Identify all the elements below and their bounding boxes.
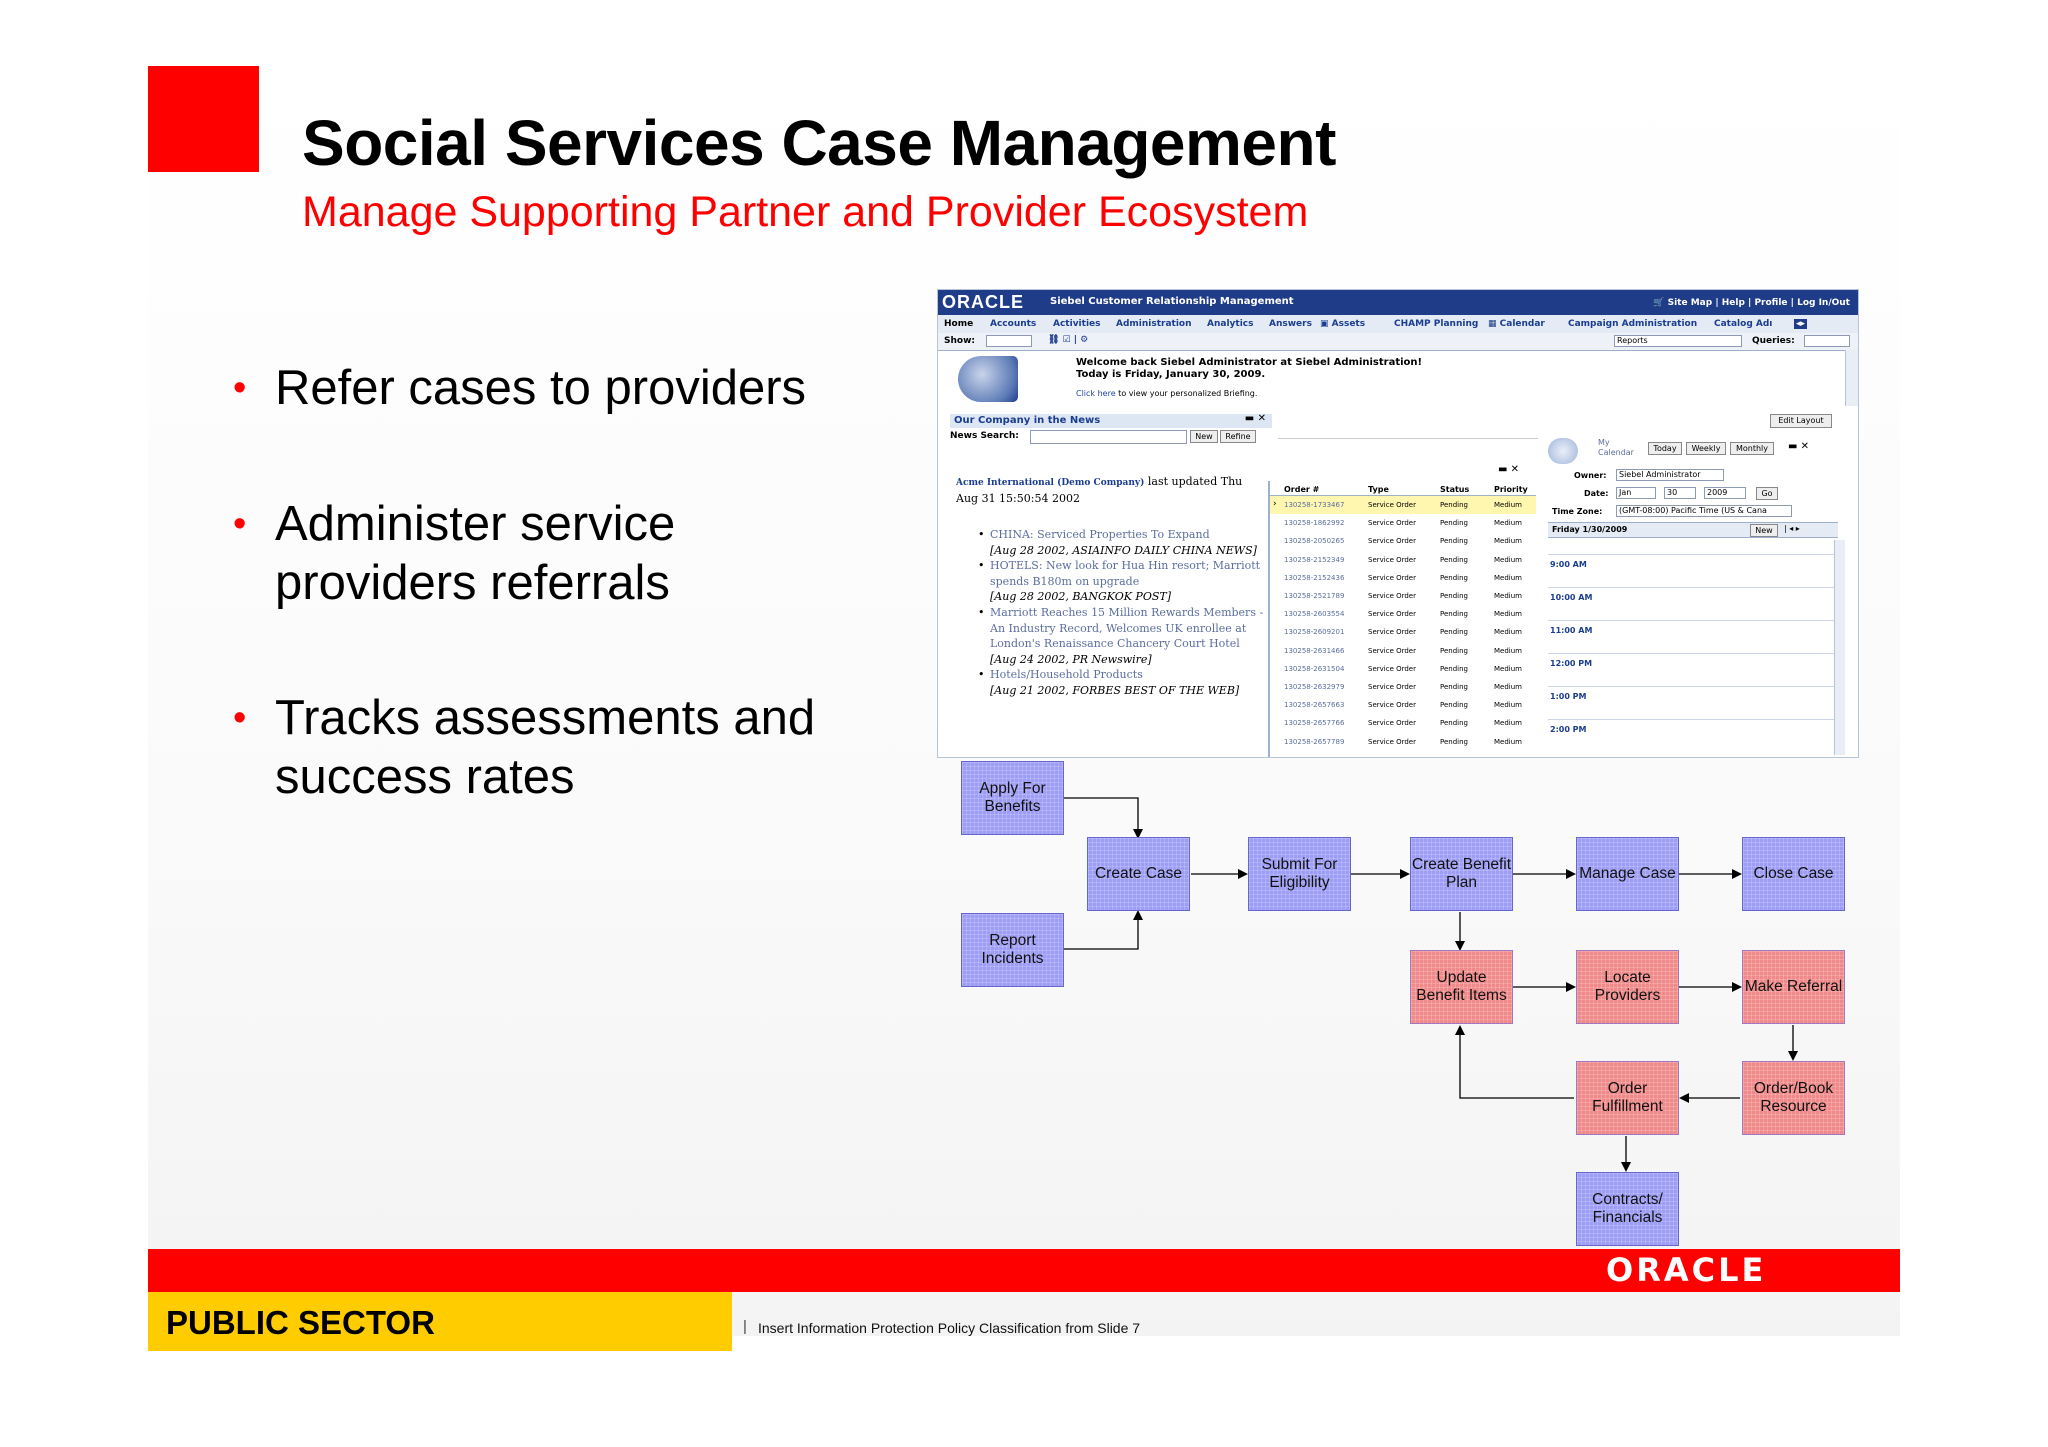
step-label: Order Fulfillment bbox=[1592, 1080, 1663, 1115]
order-type: Service Order bbox=[1368, 737, 1416, 746]
table-row[interactable] bbox=[1270, 496, 1536, 514]
table-row[interactable] bbox=[1270, 696, 1536, 714]
order-status: Pending bbox=[1440, 610, 1468, 619]
cart-icon[interactable]: 🛒 bbox=[1653, 298, 1668, 308]
flow-connectors bbox=[950, 750, 1850, 1250]
date-label: Date: bbox=[1584, 489, 1609, 498]
order-priority: Medium bbox=[1494, 501, 1522, 509]
step-label: Update Benefit Items bbox=[1416, 969, 1507, 1004]
news-refine-button[interactable]: Refine bbox=[1220, 430, 1256, 443]
order-number[interactable]: 130258-2603554 bbox=[1284, 610, 1345, 619]
step-label: Manage Case bbox=[1579, 865, 1676, 882]
order-status: Pending bbox=[1440, 737, 1468, 746]
timezone-label: Time Zone: bbox=[1552, 507, 1603, 516]
tab-champ-planning[interactable]: CHAMP Planning bbox=[1394, 319, 1479, 329]
company-link[interactable]: Acme International (Demo Company) bbox=[956, 478, 1145, 488]
news-list bbox=[978, 527, 1280, 699]
step-label: Make Referral bbox=[1744, 978, 1843, 995]
time-slot-divider bbox=[1548, 653, 1838, 654]
tab-campaign-administration[interactable]: Campaign Administration bbox=[1568, 319, 1698, 329]
order-status: Pending bbox=[1440, 628, 1468, 637]
order-priority: Medium bbox=[1494, 628, 1522, 637]
order-status: Pending bbox=[1440, 555, 1468, 564]
col-type[interactable]: Type bbox=[1368, 485, 1389, 494]
step-label: Submit For Eligibility bbox=[1261, 856, 1338, 891]
step-update-benefit-items[interactable] bbox=[1410, 950, 1513, 1024]
briefing-line bbox=[1076, 389, 1257, 398]
bullet-dot: • bbox=[233, 697, 247, 739]
order-priority: Medium bbox=[1494, 573, 1522, 582]
order-status: Pending bbox=[1440, 701, 1468, 710]
last-updated: last updated Thu Aug 31 15:50:54 2002 bbox=[956, 475, 1243, 505]
order-priority: Medium bbox=[1494, 719, 1522, 728]
day-header-bar bbox=[1548, 522, 1838, 538]
order-type: Service Order bbox=[1368, 592, 1416, 600]
time-slot-label[interactable]: 1:00 PM bbox=[1550, 692, 1587, 701]
edit-layout-button[interactable]: Edit Layout bbox=[1770, 414, 1832, 428]
calendar-scrollbar[interactable] bbox=[1834, 540, 1845, 755]
step-manage-case[interactable] bbox=[1576, 837, 1679, 911]
show-bar bbox=[938, 333, 1858, 351]
bullet-dot: • bbox=[233, 367, 247, 409]
arrow-report-to-create bbox=[1064, 912, 1138, 949]
step-label: Locate Providers bbox=[1594, 969, 1661, 1004]
table-row[interactable] bbox=[1270, 714, 1536, 732]
brand-red-square bbox=[148, 66, 259, 172]
order-type: Service Order bbox=[1368, 664, 1416, 673]
order-type: Service Order bbox=[1368, 701, 1416, 710]
step-make-referral[interactable] bbox=[1742, 950, 1845, 1024]
table-row[interactable] bbox=[1270, 733, 1536, 751]
calendar-minimize-close-icons[interactable]: ▬ ✕ bbox=[1788, 441, 1810, 452]
order-number[interactable]: 130258-2152349 bbox=[1284, 555, 1345, 564]
calendar-title: My Calendar bbox=[1598, 438, 1634, 457]
order-type: Service Order bbox=[1368, 519, 1416, 528]
tab-assets-label[interactable]: Assets bbox=[1331, 319, 1366, 329]
tab-calendar[interactable] bbox=[1488, 319, 1545, 329]
bullet-text: Administer service bbox=[275, 497, 676, 551]
step-order-fulfillment[interactable] bbox=[1576, 1061, 1679, 1135]
col-priority[interactable]: Priority bbox=[1494, 485, 1528, 494]
step-locate-providers[interactable] bbox=[1576, 950, 1679, 1024]
news-item: • CHINA: Serviced Properties To Expand [Aug 28 2002, ASIAINFO DAILY CHINA NEWS] bbox=[978, 528, 1257, 557]
bullet-text: success rates bbox=[275, 750, 575, 804]
order-status: Pending bbox=[1440, 537, 1468, 546]
order-type: Service Order bbox=[1368, 501, 1416, 509]
news-headline[interactable]: HOTELS: New look for Hua Hin resort; Marriott spends B180m on upgrade bbox=[990, 559, 1261, 588]
time-slot-label[interactable]: 12:00 PM bbox=[1550, 659, 1593, 668]
order-number[interactable]: 130258-2050265 bbox=[1284, 537, 1345, 546]
app-name: Siebel Customer Relationship Management bbox=[1050, 296, 1294, 307]
order-number[interactable]: 130258-2152436 bbox=[1284, 573, 1345, 582]
weekly-button[interactable]: Weekly bbox=[1686, 442, 1726, 455]
calendar-applet bbox=[1548, 438, 1850, 757]
order-priority: Medium bbox=[1494, 646, 1522, 655]
slide-title: Social Services Case Management bbox=[302, 107, 1336, 179]
table-row[interactable] bbox=[1270, 678, 1536, 696]
tab-activities[interactable]: Activities bbox=[1053, 319, 1101, 329]
show-label: Show: bbox=[944, 336, 975, 346]
step-submit-for-eligibility[interactable] bbox=[1248, 837, 1351, 911]
toolbar-icons[interactable]: ⛓ ☑ | ⚙ bbox=[1048, 335, 1089, 345]
bullet-dot: • bbox=[233, 503, 247, 545]
order-priority: Medium bbox=[1494, 664, 1522, 673]
welcome-message bbox=[1076, 357, 1422, 381]
news-source: [Aug 21 2002, FORBES BEST OF THE WEB] bbox=[990, 683, 1240, 697]
step-contracts-financials[interactable] bbox=[1576, 1172, 1679, 1246]
news-headline[interactable]: Hotels/Household Products bbox=[990, 668, 1143, 682]
footer-oracle-logo: ORACLE bbox=[1606, 1251, 1767, 1289]
calendar-icon: ▦ bbox=[1488, 319, 1500, 329]
order-type: Service Order bbox=[1368, 719, 1416, 728]
time-slot-label[interactable]: 11:00 AM bbox=[1550, 626, 1593, 635]
step-create-benefit-plan[interactable] bbox=[1410, 837, 1513, 911]
table-row[interactable] bbox=[1270, 569, 1536, 587]
footer-classification-note: Insert Information Protection Policy Classification from Slide 7 bbox=[758, 1320, 1141, 1336]
assets-icon: ▣ bbox=[1320, 319, 1332, 329]
order-type: Service Order bbox=[1368, 555, 1416, 564]
queries-label: Queries: bbox=[1752, 336, 1795, 346]
top-links[interactable] bbox=[1653, 298, 1850, 308]
time-slot-label[interactable]: 9:00 AM bbox=[1550, 560, 1587, 569]
step-report-incidents[interactable] bbox=[961, 913, 1064, 987]
news-source: [Aug 24 2002, PR Newswire] bbox=[990, 652, 1152, 666]
order-status: Pending bbox=[1440, 592, 1468, 600]
order-number[interactable]: 130258-2631466 bbox=[1284, 646, 1345, 655]
minimize-close-icons[interactable]: ▬ ✕ bbox=[1244, 413, 1266, 424]
table-row[interactable] bbox=[1270, 514, 1536, 532]
monthly-button[interactable]: Monthly bbox=[1730, 442, 1774, 455]
order-number[interactable]: 130258-2657766 bbox=[1284, 719, 1345, 728]
bullet-text: Tracks assessments and bbox=[275, 691, 816, 745]
step-label: Apply For Benefits bbox=[979, 780, 1046, 815]
owner-select[interactable]: Siebel Administrator bbox=[1616, 469, 1724, 481]
timezone-select[interactable]: (GMT-08:00) Pacific Time (US & Cana bbox=[1616, 505, 1792, 517]
news-source: [Aug 28 2002, BANGKOK POST] bbox=[990, 590, 1172, 604]
order-priority: Medium bbox=[1494, 519, 1522, 528]
step-label: Report Incidents bbox=[981, 932, 1044, 967]
news-headline[interactable]: CHINA: Serviced Properties To Expand bbox=[990, 528, 1210, 541]
tab-accounts[interactable]: Accounts bbox=[990, 319, 1037, 329]
order-number[interactable]: 130258-1733467 bbox=[1284, 501, 1345, 509]
news-item: • Marriott Reaches 15 Million Rewards Members - An Industry Record, Welcomes UK enrollee at London's Renaissance Chancery Court Hotel [Aug 24 2002, PR Newswire] bbox=[978, 605, 1264, 666]
time-slot-divider bbox=[1548, 620, 1838, 621]
orders-header-row bbox=[1270, 481, 1536, 496]
news-headline[interactable]: Marriott Reaches 15 Million Rewards Members - An Industry Record, Welcomes UK enrollee at London's Renaissance Chancery Court Hotel bbox=[990, 605, 1264, 651]
order-number[interactable]: 130258-2657789 bbox=[1284, 737, 1345, 746]
tab-calendar-label[interactable]: Calendar bbox=[1499, 319, 1545, 329]
go-button[interactable]: Go bbox=[1756, 487, 1778, 500]
order-priority: Medium bbox=[1494, 555, 1522, 564]
order-type: Service Order bbox=[1368, 610, 1416, 619]
order-number[interactable]: 130258-2521789 bbox=[1284, 592, 1345, 600]
table-row[interactable] bbox=[1270, 642, 1536, 660]
order-priority: Medium bbox=[1494, 701, 1522, 710]
oracle-logo: ORACLE bbox=[942, 292, 1024, 312]
news-title: Our Company in the News bbox=[954, 415, 1101, 426]
time-slot-label[interactable]: 10:00 AM bbox=[1550, 593, 1593, 602]
tab-answers[interactable]: Answers bbox=[1269, 319, 1312, 329]
footer-sector-label: PUBLIC SECTOR bbox=[166, 1304, 435, 1341]
welcome-photo bbox=[958, 356, 1018, 402]
divider bbox=[1278, 438, 1538, 439]
order-priority: Medium bbox=[1494, 537, 1522, 546]
arrow-apply-to-create bbox=[1064, 798, 1138, 837]
owner-label: Owner: bbox=[1574, 471, 1607, 480]
year-select[interactable]: 2009 bbox=[1704, 487, 1746, 499]
order-number[interactable]: 130258-2632979 bbox=[1284, 683, 1345, 691]
order-priority: Medium bbox=[1494, 610, 1522, 619]
process-flow-diagram bbox=[950, 750, 1850, 1250]
tab-administration[interactable]: Administration bbox=[1116, 319, 1192, 329]
news-item: • HOTELS: New look for Hua Hin resort; Marriott spends B180m on upgrade [Aug 28 2002, BANGKOK POST] bbox=[978, 559, 1261, 604]
welcome-date: Today is Friday, January 30, 2009. bbox=[1076, 369, 1266, 380]
time-slot-divider bbox=[1548, 719, 1838, 720]
calendar-new-button[interactable]: New bbox=[1750, 524, 1778, 537]
step-close-case[interactable] bbox=[1742, 837, 1845, 911]
tab-bar bbox=[938, 315, 1858, 334]
news-applet bbox=[950, 414, 1272, 754]
arrow-fulfill-to-update bbox=[1460, 1027, 1574, 1098]
order-status: Pending bbox=[1440, 501, 1468, 509]
col-order[interactable]: Order # bbox=[1284, 485, 1320, 494]
table-row[interactable] bbox=[1270, 532, 1536, 550]
orders-applet bbox=[1268, 481, 1536, 757]
step-label: Contracts/ Financials bbox=[1592, 1191, 1663, 1226]
top-links-text[interactable]: Site Map | Help | Profile | Log In/Out bbox=[1667, 298, 1850, 308]
time-slot-divider bbox=[1548, 554, 1838, 555]
prev-next-icons[interactable]: | ◂ ▸ bbox=[1784, 524, 1800, 533]
news-item: • Hotels/Household Products [Aug 21 2002, FORBES BEST OF THE WEB] bbox=[978, 668, 1240, 697]
tab-analytics[interactable]: Analytics bbox=[1207, 319, 1254, 329]
clock-icon bbox=[1548, 438, 1578, 464]
news-source: [Aug 28 2002, ASIAINFO DAILY CHINA NEWS] bbox=[990, 543, 1257, 557]
tab-home[interactable]: Home bbox=[944, 319, 974, 329]
day-select[interactable]: 30 bbox=[1664, 487, 1696, 499]
order-type: Service Order bbox=[1368, 537, 1416, 546]
footer-separator: | bbox=[743, 1318, 747, 1335]
time-slot-divider bbox=[1548, 587, 1838, 588]
news-company bbox=[956, 474, 1266, 506]
siebel-screenshot bbox=[937, 289, 1859, 758]
month-select[interactable]: Jan bbox=[1616, 487, 1656, 499]
briefing-text: to view your personalized Briefing. bbox=[1115, 389, 1258, 398]
step-label: Order/Book Resource bbox=[1753, 1080, 1834, 1115]
reports-select[interactable]: Reports bbox=[1614, 335, 1742, 347]
time-slot-label[interactable]: 2:00 PM bbox=[1550, 725, 1587, 734]
order-type: Service Order bbox=[1368, 683, 1416, 691]
order-number[interactable]: 130258-2609201 bbox=[1284, 628, 1345, 637]
order-priority: Medium bbox=[1494, 737, 1522, 746]
news-header bbox=[950, 414, 1272, 428]
show-select[interactable] bbox=[986, 335, 1032, 347]
order-type: Service Order bbox=[1368, 628, 1416, 637]
bullet-text: Refer cases to providers bbox=[275, 361, 807, 415]
table-row[interactable] bbox=[1270, 623, 1536, 641]
queries-select[interactable] bbox=[1804, 335, 1850, 347]
news-new-button[interactable]: New bbox=[1190, 430, 1218, 443]
tab-assets[interactable] bbox=[1320, 319, 1365, 329]
order-priority: Medium bbox=[1494, 683, 1522, 691]
step-label: Create Benefit Plan bbox=[1411, 856, 1512, 891]
order-number[interactable]: 130258-1862992 bbox=[1284, 519, 1345, 528]
table-row[interactable] bbox=[1270, 587, 1536, 605]
order-status: Pending bbox=[1440, 646, 1468, 655]
order-type: Service Order bbox=[1368, 646, 1416, 655]
slide-subtitle: Manage Supporting Partner and Provider Ecosystem bbox=[302, 188, 1309, 236]
table-row[interactable] bbox=[1270, 605, 1536, 623]
order-type: Service Order bbox=[1368, 573, 1416, 582]
order-status: Pending bbox=[1440, 719, 1468, 728]
app-header bbox=[938, 290, 1858, 315]
order-number[interactable]: 130258-2657663 bbox=[1284, 701, 1345, 710]
orders-minimize-close-icons[interactable]: ▬ ✕ bbox=[1498, 464, 1520, 475]
step-order-book-resource[interactable] bbox=[1742, 1061, 1845, 1135]
bullet-text: providers referrals bbox=[275, 556, 670, 610]
page-scrollbar[interactable] bbox=[1845, 350, 1858, 406]
news-search-label: News Search: bbox=[950, 431, 1019, 441]
order-status: Pending bbox=[1440, 519, 1468, 528]
tab-scroll-icon[interactable]: ◂▸ bbox=[1796, 319, 1806, 329]
order-priority: Medium bbox=[1494, 592, 1522, 600]
order-status: Pending bbox=[1440, 683, 1468, 691]
step-label: Create Case bbox=[1094, 865, 1182, 882]
welcome-line: Welcome back Siebel Administrator at Siebel Administration! bbox=[1076, 357, 1423, 368]
col-status[interactable]: Status bbox=[1440, 485, 1470, 494]
step-apply-for-benefits[interactable] bbox=[961, 761, 1064, 835]
news-search-input[interactable] bbox=[1030, 430, 1187, 444]
table-row[interactable] bbox=[1270, 660, 1536, 678]
day-header: Friday 1/30/2009 bbox=[1552, 525, 1628, 534]
tab-catalog-admin[interactable]: Catalog Adı bbox=[1714, 319, 1773, 329]
table-row[interactable] bbox=[1270, 551, 1536, 569]
order-status: Pending bbox=[1440, 573, 1468, 582]
time-slot-divider bbox=[1548, 686, 1838, 687]
selected-row-marker: › bbox=[1273, 499, 1277, 509]
step-create-case[interactable] bbox=[1087, 837, 1190, 911]
today-button[interactable]: Today bbox=[1648, 442, 1682, 455]
order-status: Pending bbox=[1440, 664, 1468, 673]
order-number[interactable]: 130258-2631504 bbox=[1284, 664, 1345, 673]
step-label: Close Case bbox=[1753, 865, 1834, 882]
briefing-link[interactable]: Click here bbox=[1076, 389, 1116, 398]
